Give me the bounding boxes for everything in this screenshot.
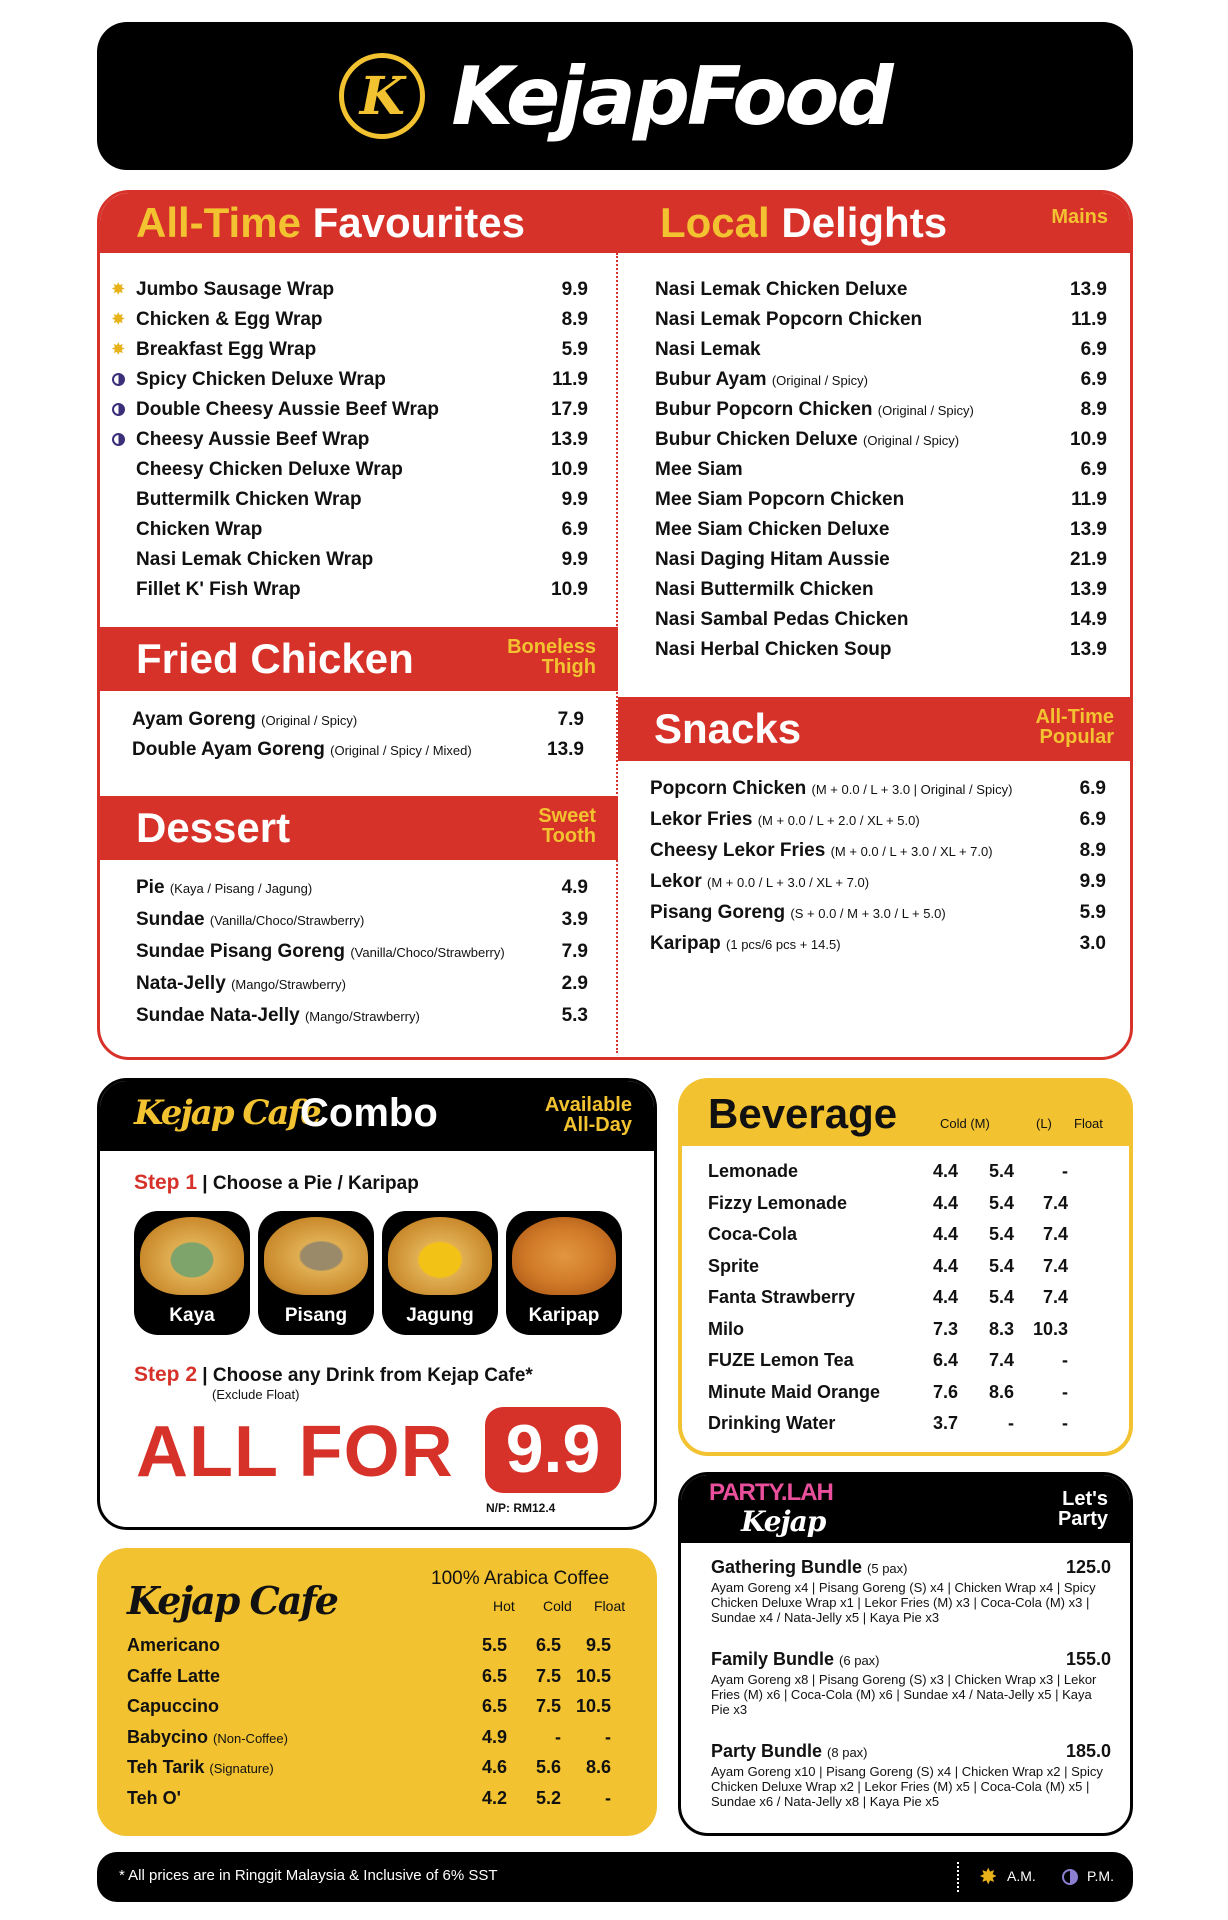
cafe-col-hot: Hot (493, 1598, 515, 1614)
menu-item: ✸ Breakfast Egg Wrap 5.9 (112, 339, 588, 360)
menu-item: Nata-Jelly (Mango/Strawberry) 2.9 (136, 973, 588, 994)
pie-image (140, 1217, 244, 1295)
beverage-row: Drinking Water 3.7 - - (708, 1413, 1068, 1433)
snacks-title: Snacks (654, 705, 802, 752)
menu-item: Bubur Ayam (Original / Spicy) 6.9 (655, 369, 1107, 390)
moon-icon (112, 373, 126, 387)
party-header (681, 1475, 1130, 1543)
fried-list (132, 705, 584, 765)
combo-step-1: Step 1 | Choose a Pie / Karipap (134, 1171, 419, 1194)
all-for-label: ALL FOR (136, 1412, 454, 1492)
karipap-image (512, 1217, 616, 1295)
beverage-row: Lemonade 4.4 5.4 - (708, 1161, 1068, 1181)
beverage-panel (678, 1078, 1133, 1456)
menu-item: Sundae Nata-Jelly (Mango/Strawberry) 5.3 (136, 1005, 588, 1026)
cafe-col-float: Float (594, 1598, 626, 1614)
menu-item: Karipap (1 pcs/6 pcs + 14.5) 3.0 (650, 933, 1106, 954)
cafe-panel (97, 1548, 657, 1836)
menu-item: Cheesy Chicken Deluxe Wrap 10.9 (136, 459, 588, 480)
dessert-header-bar (100, 796, 618, 860)
combo-price: 9.9 (485, 1407, 621, 1493)
fried-tag: Boneless Thigh (507, 636, 596, 678)
menu-item: Double Ayam Goreng (Original / Spicy / Mixed) 13.9 (132, 739, 584, 760)
footer-note: * All prices are in Ringgit Malaysia & Inclusive of 6% SST (119, 1867, 498, 1884)
party-panel (678, 1472, 1133, 1836)
menu-item: Nasi Lemak Chicken Wrap 9.9 (136, 549, 588, 570)
pie-image (388, 1217, 492, 1295)
gathering-bundle: Gathering Bundle (5 pax) 125.0 Ayam Goreng x4 | Pisang Goreng (S) x4 | Chicken Wrap x4 | Spicy Chicken Deluxe Wrap x1 | Lekor Fries (M) x3 | Coca-Cola (M) x3 | Sundae x4 / Nata-Jelly x5 | Kaya Pie x3 (711, 1557, 1111, 1625)
menu-item: Spicy Chicken Deluxe Wrap 11.9 (136, 365, 588, 395)
party-tag: Let's Party (1057, 1488, 1108, 1530)
fried-title: Fried Chicken (136, 635, 414, 682)
fried-header-bar (100, 627, 618, 691)
beverage-row: Coca-Cola 4.4 5.4 7.4 (708, 1224, 1068, 1244)
combo-step-2: Step 2 | Choose any Drink from Kejap Cafe* (134, 1363, 533, 1386)
combo-tag: Available All-Day (544, 1094, 632, 1136)
menu-item: Cheesy Lekor Fries (M + 0.0 / L + 3.0 / XL + 7.0) 8.9 (650, 840, 1106, 861)
moon-icon (112, 403, 126, 417)
brand-header (97, 22, 1133, 170)
cafe-row: Teh O' 4.2 5.2 - (127, 1787, 611, 1808)
menu-item: Chicken Wrap 6.9 (136, 519, 588, 540)
menu-item: Bubur Popcorn Chicken (Original / Spicy) 8.9 (655, 399, 1107, 420)
snacks-list (650, 774, 1106, 960)
snacks-tag: All-Time Popular (1035, 706, 1114, 748)
beverage-list (682, 1146, 1129, 1452)
combo-step-2-note: (Exclude Float) (212, 1387, 300, 1402)
partylah-logo: PARTY.LAH (709, 1479, 833, 1506)
dessert-tag: Sweet Tooth (538, 805, 596, 847)
kejap-cafe-logo: Kejap Cafe (127, 1578, 337, 1623)
cafe-row: Capuccino 6.5 7.5 10.5 (127, 1696, 611, 1716)
combo-header (100, 1081, 654, 1151)
menu-item: Pie (Kaya / Pisang / Jagung) 4.9 (136, 877, 588, 898)
cafe-row: Caffe Latte 6.5 7.5 10.5 (127, 1665, 611, 1686)
menu-item: Mee Siam Popcorn Chicken 11.9 (655, 489, 1107, 510)
menu-item: Popcorn Chicken (M + 0.0 / L + 3.0 | Original / Spicy) 6.9 (650, 778, 1106, 799)
dessert-title: Dessert (136, 804, 291, 851)
combo-panel (97, 1078, 657, 1530)
beverage-row: Minute Maid Orange 7.6 8.6 - (708, 1381, 1068, 1402)
combo-title: Combo (300, 1091, 438, 1135)
combo-normal-price: N/P: RM12.4 (486, 1501, 556, 1515)
menu-item: Nasi Herbal Chicken Soup 13.9 (655, 639, 1107, 660)
pie-image (264, 1217, 368, 1295)
moon-icon (1062, 1869, 1078, 1885)
menu-item: ✸ Chicken & Egg Wrap 8.9 (112, 309, 588, 330)
kejap-logo-icon: K (339, 53, 425, 139)
cafe-row: Teh Tarik (Signature) 4.6 5.6 8.6 (127, 1757, 611, 1777)
menu-item: Sundae Pisang Goreng (Vanilla/Choco/Strawberry) 7.9 (136, 941, 588, 962)
menu-item: Ayam Goreng (Original / Spicy) 7.9 (132, 709, 584, 730)
menu-item: Nasi Buttermilk Chicken 13.9 (655, 579, 1107, 600)
footer-bar (97, 1852, 1133, 1902)
pm-label: P.M. (1087, 1868, 1114, 1884)
menu-item: Nasi Daging Hitam Aussie 21.9 (655, 549, 1107, 570)
party-bundle: Party Bundle (8 pax) 185.0 Ayam Goreng x10 | Pisang Goreng (S) x4 | Chicken Wrap x2 | Spicy Chicken Deluxe Wrap x2 | Lekor Fries (M) x5 | Coca-Cola (M) x5 | Sundae x6 / Nata-Jelly x8 | Kaya Pie x5 (711, 1741, 1111, 1809)
snacks-header-bar (618, 697, 1133, 761)
local-title: Local Delights (660, 199, 948, 246)
menu-item: Sundae (Vanilla/Choco/Strawberry) 3.9 (136, 909, 588, 930)
menu-item: Mee Siam 6.9 (655, 459, 1107, 480)
cafe-subtitle: 100% Arabica Coffee (431, 1568, 610, 1589)
combo-option-pisang[interactable]: Pisang (258, 1211, 374, 1335)
moon-icon (112, 433, 126, 447)
kejap-cafe-logo: Kejap Cafe (134, 1093, 320, 1133)
menu-item: Mee Siam Chicken Deluxe 13.9 (655, 519, 1107, 540)
sun-icon: ✸ (112, 341, 125, 358)
family-bundle: Family Bundle (6 pax) 155.0 Ayam Goreng x8 | Pisang Goreng (S) x3 | Chicken Wrap x3 | Lekor Fries (M) x6 | Coca-Cola (M) x6 | Sundae x4 / Nata-Jelly x5 | Kaya Pie x3 (711, 1649, 1111, 1717)
beverage-row: FUZE Lemon Tea 6.4 7.4 - (708, 1350, 1068, 1370)
menu-item: Bubur Chicken Deluxe (Original / Spicy) 10.9 (655, 429, 1107, 450)
menu-item: ✸ Jumbo Sausage Wrap 9.9 (112, 279, 588, 300)
cafe-row: Babycino (Non-Coffee) 4.9 - - (127, 1726, 611, 1747)
menu-item: Lekor Fries (M + 0.0 / L + 2.0 / XL + 5.0) 6.9 (650, 809, 1106, 830)
cafe-row: Americano 5.5 6.5 9.5 (127, 1635, 611, 1655)
menu-item: Nasi Lemak Popcorn Chicken 11.9 (655, 309, 1107, 330)
brand-name: KejapFood (451, 49, 891, 143)
sun-icon: ✸ (979, 1864, 998, 1889)
combo-option-karipap[interactable]: Karipap (506, 1211, 622, 1335)
favourites-list (112, 275, 588, 605)
menu-item: Cheesy Aussie Beef Wrap 13.9 (136, 425, 588, 455)
menu-item: Pisang Goreng (S + 0.0 / M + 3.0 / L + 5.0) 5.9 (650, 902, 1106, 923)
sun-icon: ✸ (112, 281, 125, 298)
menu-item: Buttermilk Chicken Wrap 9.9 (136, 489, 588, 510)
beverage-row: Milo 7.3 8.3 10.3 (708, 1318, 1068, 1339)
footer-divider (957, 1862, 959, 1892)
combo-option-kaya[interactable]: Kaya (134, 1211, 250, 1335)
favourites-title: All-Time Favourites (136, 199, 526, 246)
menu-item: Lekor (M + 0.0 / L + 3.0 / XL + 7.0) 9.9 (650, 871, 1106, 892)
beverage-title: Beverage (708, 1090, 898, 1137)
main-menu-panel (97, 190, 1133, 1060)
beverage-col-cold: Cold (M) (940, 1116, 990, 1131)
cafe-col-cold: Cold (543, 1598, 572, 1614)
main-header-bar (100, 193, 1130, 253)
menu-item: Double Cheesy Aussie Beef Wrap 17.9 (136, 395, 588, 425)
beverage-row: Fizzy Lemonade 4.4 5.4 7.4 (708, 1192, 1068, 1213)
sun-icon: ✸ (112, 311, 125, 328)
beverage-col-float: Float (1074, 1116, 1103, 1131)
beverage-row: Fanta Strawberry 4.4 5.4 7.4 (708, 1287, 1068, 1307)
combo-option-jagung[interactable]: Jagung (382, 1211, 498, 1335)
am-label: A.M. (1007, 1868, 1036, 1884)
beverage-row: Sprite 4.4 5.4 7.4 (708, 1255, 1068, 1276)
menu-item: Nasi Lemak 6.9 (655, 339, 1107, 360)
menu-item: Nasi Sambal Pedas Chicken 14.9 (655, 609, 1107, 630)
local-list (655, 275, 1107, 665)
menu-item: Fillet K' Fish Wrap 10.9 (136, 579, 588, 600)
mains-tag: Mains (1051, 206, 1108, 228)
dessert-list (136, 873, 588, 1033)
beverage-col-large: (L) (1036, 1116, 1052, 1131)
menu-item: Nasi Lemak Chicken Deluxe 13.9 (655, 279, 1107, 300)
kejap-logo: Kejap (741, 1505, 826, 1538)
